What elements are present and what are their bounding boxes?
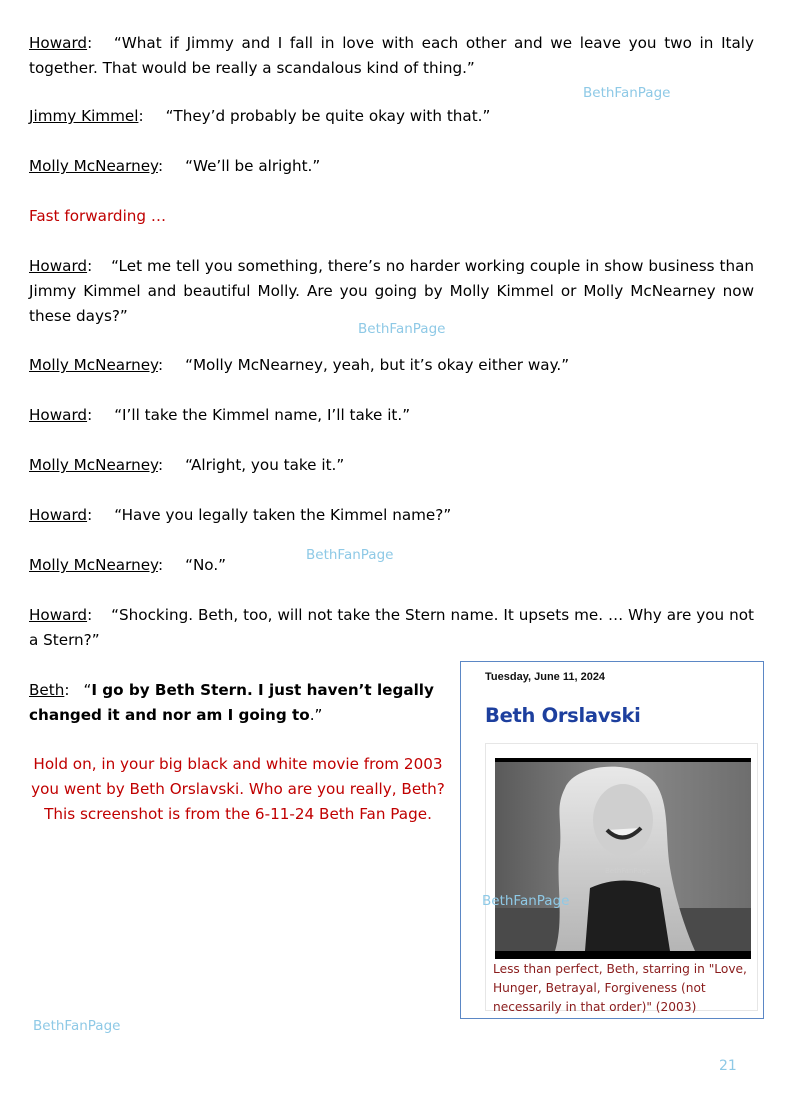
bold-dialogue-text: I go by Beth Stern. I just haven’t legally changed it and nor am I going to — [29, 681, 434, 724]
movie-still-image — [495, 758, 751, 959]
blog-screenshot — [460, 661, 764, 1019]
dialogue-line: Howard: “Shocking. Beth, too, will not take the Stern name. It upsets me. … Why are you not a Stern?” — [29, 606, 755, 649]
photo-watermark: BethFanPage — [605, 867, 651, 875]
speaker-name: Molly McNearney — [29, 157, 158, 175]
watermark: BethFanPage — [583, 85, 671, 101]
dialogue-line: Molly McNearney: “We’ll be alright.” — [29, 157, 321, 175]
post-title: Beth Orslavski — [485, 704, 641, 727]
dialogue-line: Molly McNearney: “Alright, you take it.” — [29, 456, 345, 474]
speaker-name: Molly McNearney — [29, 556, 158, 574]
dialogue-text: “No.” — [185, 556, 227, 574]
dialogue-line: Howard: “Have you legally taken the Kimmel name?” — [29, 506, 452, 524]
dialogue-text: “Have you legally taken the Kimmel name?” — [114, 506, 452, 524]
speaker-name: Howard — [29, 506, 88, 524]
speaker-name: Molly McNearney — [29, 356, 158, 374]
dialogue-line: Howard: “Let me tell you something, there’s no harder working couple in show business than Jimmy Kimmel and beautiful Molly. Are you going by Molly Kimmel or Molly McNearney now these days?” — [29, 257, 754, 325]
open-quote: “ — [83, 681, 92, 699]
photo-illustration — [495, 758, 751, 959]
dialogue-text: “What if Jimmy and I fall in love with each other and we leave you two in Italy together. That would be really a scandalous kind of thing.” — [29, 34, 755, 77]
dialogue-line: Beth: “I go by Beth Stern. I just haven’t legally changed it and nor am I going to.” — [29, 681, 434, 724]
speaker-name: Howard — [29, 34, 88, 52]
speaker-name: Howard — [29, 606, 88, 624]
dialogue-line: Howard: “What if Jimmy and I fall in love with each other and we leave you two in Italy together. That would be really a scandalous kind of thing.” — [29, 34, 755, 77]
speaker-name: Howard — [29, 257, 88, 275]
dialogue-text: “Molly McNearney, yeah, but it’s okay either way.” — [185, 356, 570, 374]
dialogue-line: Jimmy Kimmel: “They’d probably be quite okay with that.” — [29, 107, 491, 125]
dialogue-line: Molly McNearney: “No.” — [29, 556, 227, 574]
page-number: 21 — [719, 1058, 737, 1074]
dialogue-text: “Alright, you take it.” — [185, 456, 345, 474]
dialogue-text: “They’d probably be quite okay with that.” — [165, 107, 491, 125]
watermark: BethFanPage — [482, 893, 570, 909]
speaker-name: Jimmy Kimmel — [29, 107, 139, 125]
watermark: BethFanPage — [358, 321, 446, 337]
dialogue-text: “I’ll take the Kimmel name, I’ll take it.” — [114, 406, 411, 424]
speaker-name: Howard — [29, 406, 88, 424]
dialogue-line: Howard: “I’ll take the Kimmel name, I’ll take it.” — [29, 406, 411, 424]
editor-note: Hold on, in your big black and white movie from 2003 you went by Beth Orslavski. Who are you really, Beth? This screenshot is from the 6-11-24 Beth Fan Page. — [31, 755, 445, 823]
close-quote: .” — [309, 706, 323, 724]
speaker-name: Beth — [29, 681, 65, 699]
dialogue-text: “Shocking. Beth, too, will not take the Stern name. It upsets me. … Why are you not a Stern?” — [29, 606, 755, 649]
post-date: Tuesday, June 11, 2024 — [485, 671, 606, 683]
watermark: BethFanPage — [306, 547, 394, 563]
photo-caption: Less than perfect, Beth, starring in "Love, Hunger, Betrayal, Forgiveness (not necessarily in that order)" (2003) — [493, 962, 747, 1014]
dialogue-text: “We’ll be alright.” — [185, 157, 321, 175]
watermark: BethFanPage — [33, 1018, 121, 1034]
dialogue-line: Molly McNearney: “Molly McNearney, yeah, but it’s okay either way.” — [29, 356, 570, 374]
stage-direction: Fast forwarding … — [29, 207, 167, 225]
dialogue-text: “Let me tell you something, there’s no harder working couple in show business than Jimmy Kimmel and beautiful Molly. Are you going by Molly Kimmel or Molly McNearney now these days?” — [29, 257, 754, 325]
speaker-name: Molly McNearney — [29, 456, 158, 474]
